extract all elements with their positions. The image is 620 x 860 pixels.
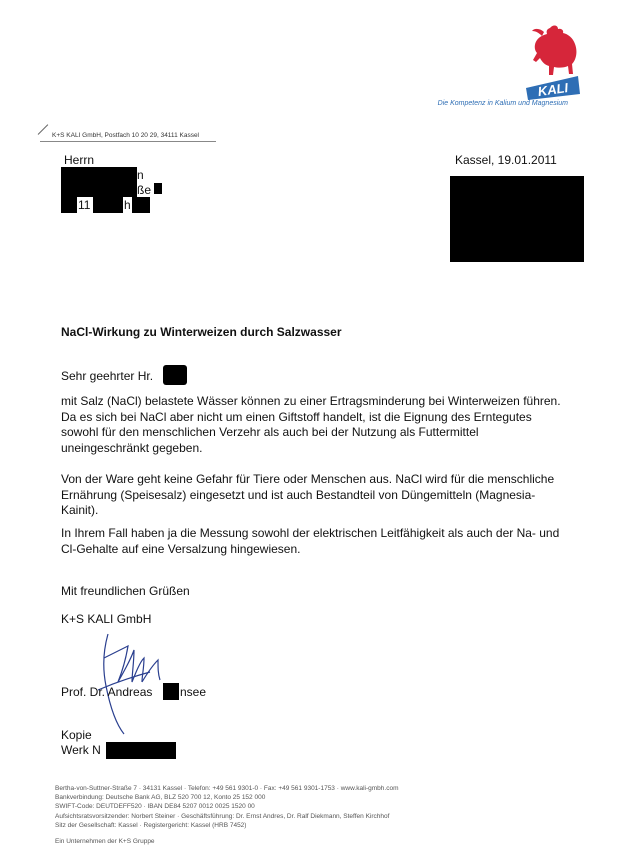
redaction-box — [163, 365, 187, 385]
body-paragraph: mit Salz (NaCl) belastete Wässer können zu einer Ertragsminderung bei Winterweizen führen. Da es sich bei NaCl aber nicht um einen Giftstoff handelt, ist die Eignung des Erntegutes sowohl für den menschlichen Verzehr als auch bei der Nutzung als Futtermittel uneingeschränkt gegeben. — [61, 394, 561, 455]
greeting: Sehr geehrter Hr. — [61, 369, 154, 383]
body-paragraph: Von der Ware geht keine Gefahr für Tiere oder Menschen aus. NaCl wird für die menschliche Ernährung (Speisesalz) eingesetzt und ist auch Bestandteil von Düngemitteln (Magnesia-Kainit). — [61, 472, 555, 517]
recipient-fragment: h — [124, 198, 131, 212]
redaction-box — [154, 183, 162, 194]
redaction-box — [106, 742, 176, 759]
fold-mark — [38, 124, 49, 135]
redaction-box — [450, 176, 584, 262]
kali-logo — [520, 22, 584, 100]
closing-company: K+S KALI GmbH — [61, 612, 152, 626]
footer-address: Bertha-von-Suttner-Straße 7 · 34131 Kassel · Telefon: +49 561 9301-0 · Fax: +49 561 9301-1753 · www.kali-gmbh.com — [55, 785, 399, 792]
redaction-box — [61, 197, 77, 213]
redaction-box — [93, 197, 123, 213]
recipient-fragment: ße — [137, 183, 152, 197]
letter-date: Kassel, 19.01.2011 — [455, 153, 557, 167]
copy-label: Kopie — [61, 728, 92, 742]
subject-line: NaCl-Wirkung zu Winterweizen durch Salzwasser — [61, 325, 342, 339]
signer-name: Prof. Dr. Andreas — [61, 685, 153, 699]
copy-recipient: Werk N — [61, 743, 101, 757]
sender-line: K+S KALI GmbH, Postfach 10 20 29, 34111 Kassel — [52, 132, 199, 139]
bull-icon — [532, 25, 576, 75]
signer-name-suffix: nsee — [180, 685, 207, 699]
redaction-box — [61, 167, 137, 197]
redaction-box — [163, 683, 179, 700]
footer-management: Aufsichtsratsvorsitzender: Norbert Steiner · Geschäftsführung: Dr. Ernst Andres, Dr. Ralf Diekmann, Steffen Kirchhof — [55, 813, 390, 820]
redaction-box — [132, 197, 150, 213]
footer-registry: Sitz der Gesellschaft: Kassel · Registergericht: Kassel (HRB 7452) — [55, 822, 247, 829]
sender-rule — [40, 141, 216, 142]
footer-swift: SWIFT-Code: DEUTDEFF520 · IBAN DE84 5207 0012 0025 1520 00 — [55, 803, 255, 810]
footer-group: Ein Unternehmen der K+S Gruppe — [55, 838, 155, 845]
closing-regards: Mit freundlichen Grüßen — [61, 584, 190, 598]
body-paragraph: In Ihrem Fall haben ja die Messung sowohl der elektrischen Leitfähigkeit als auch der Na- und Cl-Gehalte auf eine Versalzung hingewiesen. — [61, 526, 560, 556]
recipient-salutation: Herrn — [64, 153, 95, 167]
footer-bank: Bankverbindung: Deutsche Bank AG, BLZ 520 700 12, Konto 25 152 000 — [55, 794, 266, 801]
brand-name: KALI — [536, 79, 569, 100]
tagline: Die Kompetenz in Kalium und Magnesium — [437, 100, 568, 107]
recipient-fragment: n — [137, 168, 144, 182]
recipient-fragment: 11 — [78, 198, 91, 212]
